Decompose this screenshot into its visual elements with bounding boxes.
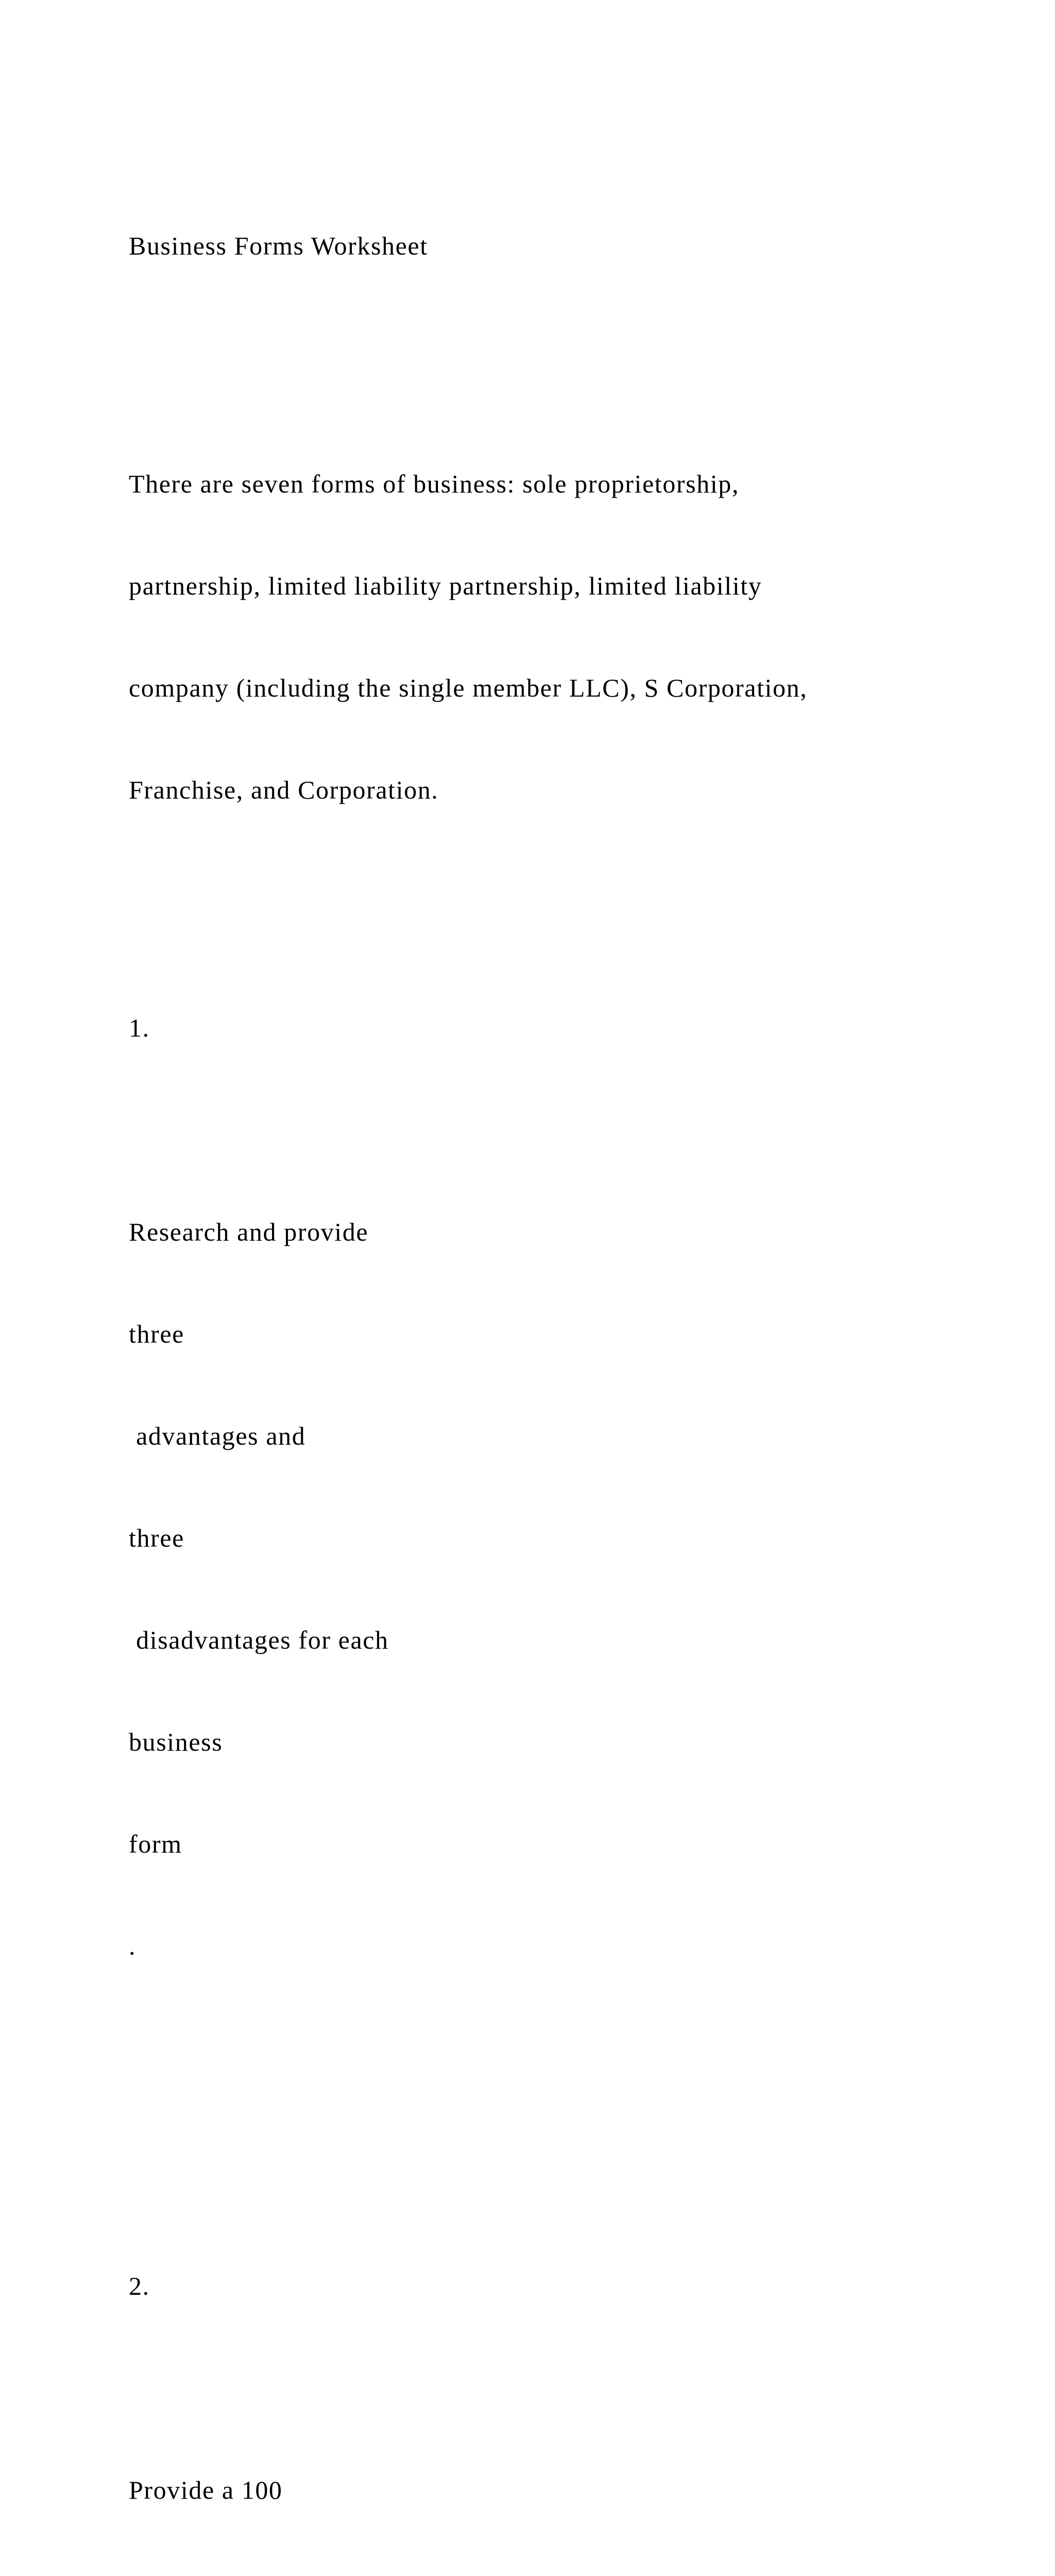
intro-line: Franchise, and Corporation. <box>129 775 439 804</box>
document-body <box>129 161 1005 2576</box>
blank-line <box>129 875 1005 909</box>
item-1-number: 1. <box>129 1013 150 1042</box>
intro-line: There are seven forms of business: sole proprietorship, <box>129 469 739 498</box>
intro-line: company (including the single member LLC), S Corporation, <box>129 673 808 702</box>
item-1-line: business <box>129 1727 223 1756</box>
item-2-line <box>129 2575 1005 2576</box>
document-title: Business Forms Worksheet <box>129 231 428 260</box>
item-1-line: . <box>129 1931 137 1960</box>
blank-line <box>129 331 1005 365</box>
item-1-line: form <box>129 1829 182 1858</box>
intro-line: partnership, limited liability partnership, limited liability <box>129 571 762 600</box>
item-1-line: advantages and <box>129 1421 306 1450</box>
item-1-line: three <box>129 1523 184 1552</box>
item-1-line: three <box>129 1319 184 1348</box>
blank-line <box>129 2371 1005 2405</box>
item-2-line: Provide a 100 <box>129 2476 283 2504</box>
item-1-line: Research and provide <box>129 1217 369 1246</box>
item-2-number: 2. <box>129 2272 150 2300</box>
item-1-line: disadvantages for each <box>129 1625 389 1654</box>
blank-line <box>129 2031 1005 2065</box>
blank-line <box>129 1113 1005 1147</box>
blank-line <box>129 2133 1005 2167</box>
